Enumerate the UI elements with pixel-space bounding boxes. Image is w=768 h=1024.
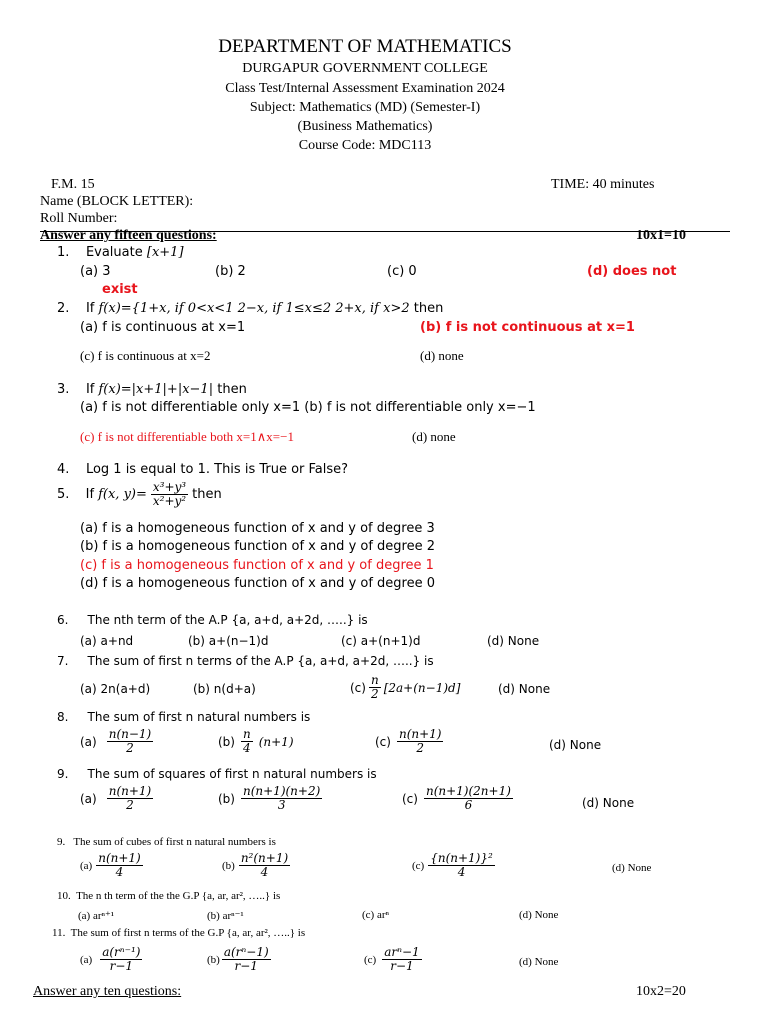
question-text: The nth term of the A.P {a, a+d, a+2d, …..} is	[87, 613, 368, 627]
question-number: 10.	[57, 890, 71, 902]
section-b-instruction: Answer any ten questions:	[33, 984, 182, 999]
fraction-numerator: a(rⁿ⁻¹)	[102, 945, 141, 959]
fraction	[382, 946, 421, 973]
question-prefix: Evaluate	[85, 245, 143, 260]
option-a-b: (a) f is not differentiable only x=1 (b) f is not differentiable only x=−1	[80, 400, 536, 415]
option-b	[218, 728, 294, 755]
option-d: (d) None	[519, 909, 559, 921]
question-number: 9.	[57, 836, 66, 848]
option-a: (a) f is a homogeneous function of x and y of degree 3	[80, 521, 435, 536]
option-label: (c)	[412, 859, 425, 872]
question-number: 6.	[57, 613, 69, 627]
fraction-numerator: n(n+1)(2n+1)	[425, 784, 511, 798]
math-expression: [x+1]	[146, 245, 184, 260]
question-text: The sum of squares of first n natural numbers is	[87, 767, 377, 781]
question-text: The sum of first n terms of the G.P {a, ar, ar², …..} is	[70, 927, 306, 939]
math-expression: f(x)={1+x, if 0<x<1 2−x, if 1≤x≤2 2+x, if x>2	[98, 301, 410, 316]
question-10	[57, 890, 280, 902]
fraction-denominator: 2	[416, 741, 425, 756]
option-d: (d) None	[487, 634, 540, 648]
option-c: (c) f is continuous at x=2	[80, 348, 211, 363]
option-c	[412, 852, 495, 879]
math-expression: f(x)=|x+1|+|x−1|	[98, 382, 214, 397]
fraction	[428, 852, 495, 879]
option-b: (b) a+(n−1)d	[188, 634, 269, 648]
option-d-continued: exist	[102, 282, 138, 297]
question-suffix: then	[192, 487, 222, 503]
question-text: The sum of cubes of first n natural numbers is	[73, 836, 276, 848]
fraction	[151, 481, 188, 508]
fraction	[107, 728, 154, 755]
option-label: (a)	[80, 791, 97, 806]
question-text: The sum of first n terms of the A.P {a, a+d, a+2d, …..} is	[87, 654, 434, 668]
option-b: (b) n(d+a)	[193, 682, 256, 696]
roll-label: Roll Number:	[40, 211, 118, 226]
college-name: DURGAPUR GOVERNMENT COLLEGE	[242, 61, 488, 76]
option-b	[207, 946, 271, 973]
option-label: (b)	[207, 953, 220, 966]
option-a: (a) a+nd	[80, 634, 134, 648]
option-c: (c) 0	[387, 264, 417, 279]
fraction-numerator: n(n+1)	[108, 784, 152, 798]
fraction-numerator: x³+y³	[152, 480, 187, 494]
section-b-marks: 10x2=20	[636, 984, 686, 999]
question-prefix: If	[85, 487, 95, 503]
question-9-squares	[57, 767, 377, 781]
fraction-denominator: 4	[243, 741, 251, 756]
math-expression: (n+1)	[258, 734, 294, 749]
fraction-denominator: 4	[260, 865, 269, 880]
fraction-denominator: r−1	[234, 959, 258, 974]
fraction	[424, 785, 513, 812]
option-a	[80, 785, 153, 812]
option-d: (d) None	[612, 862, 652, 874]
question-8	[57, 710, 310, 724]
option-b	[222, 852, 290, 879]
option-d: (d) None	[549, 738, 602, 752]
exam-title: Class Test/Internal Assessment Examination 2024	[225, 81, 505, 96]
option-label: (b)	[218, 791, 235, 806]
course-code: Course Code: MDC113	[298, 138, 432, 153]
option-c: (c) a+(n+1)d	[341, 634, 421, 648]
option-b	[218, 785, 322, 812]
option-c-correct: (c) f is a homogeneous function of x and y of degree 1	[80, 558, 434, 573]
fraction-numerator: a(rⁿ−1)	[223, 945, 269, 959]
question-6	[57, 613, 368, 627]
option-d: (d) None	[498, 682, 551, 696]
question-4	[57, 462, 348, 477]
section-a-marks: 10x1=10	[636, 228, 686, 243]
question-1	[57, 245, 184, 260]
full-marks: F.M. 15	[51, 177, 95, 192]
option-a: (a) 2n(a+d)	[80, 682, 151, 696]
question-2	[57, 301, 443, 316]
fraction	[397, 728, 444, 755]
option-d-correct: (d) does not	[587, 264, 677, 279]
fraction-denominator: r−1	[109, 959, 134, 974]
question-number: 11.	[52, 927, 66, 939]
question-number: 5.	[57, 487, 70, 503]
option-label: (b)	[222, 859, 235, 872]
fraction-numerator: n(n−1)	[108, 727, 152, 741]
fraction	[107, 785, 154, 812]
section-a-instruction: Answer any fifteen questions:	[40, 228, 217, 243]
option-label: (c)	[402, 791, 418, 806]
question-number: 8.	[57, 710, 69, 724]
fraction-denominator: 4	[115, 865, 124, 880]
fraction-denominator: 3	[277, 798, 286, 813]
option-label: (c)	[364, 953, 377, 966]
option-c	[350, 674, 460, 701]
question-text: Log 1 is equal to 1. This is True or False?	[85, 462, 349, 477]
option-b: (b) 2	[215, 264, 246, 279]
fraction-denominator: 4	[457, 865, 466, 880]
math-expression: [2a+(n−1)d]	[383, 680, 461, 695]
fraction-numerator: n²(n+1)	[240, 851, 289, 865]
fraction-numerator: n(n+1)	[398, 727, 442, 741]
question-number: 4.	[57, 462, 70, 477]
fraction	[241, 728, 253, 755]
question-3	[57, 382, 247, 397]
name-label: Name (BLOCK LETTER):	[40, 194, 194, 209]
question-text: The sum of first n natural numbers is	[87, 710, 311, 724]
fraction-numerator: {n(n+1)}²	[430, 851, 493, 865]
option-label: (a)	[80, 734, 97, 749]
option-a	[80, 728, 153, 755]
fraction-denominator: x²+y²	[152, 494, 187, 509]
option-b: (b) f is a homogeneous function of x and y of degree 2	[80, 539, 436, 554]
math-expression: f(x, y)=	[98, 487, 147, 503]
option-d: (d) None	[582, 796, 635, 810]
option-a: (a) arⁿ⁺¹	[78, 910, 115, 922]
section-divider	[40, 231, 730, 232]
fraction	[239, 852, 290, 879]
option-c: (c) arⁿ	[362, 909, 389, 921]
option-d: (d) None	[519, 956, 559, 968]
question-5	[57, 481, 222, 508]
fraction	[369, 674, 381, 701]
fraction-denominator: 2	[126, 798, 134, 813]
fraction	[96, 852, 143, 879]
option-label: (a)	[80, 953, 93, 966]
option-c	[364, 946, 422, 973]
fraction-denominator: 6	[464, 798, 473, 813]
question-suffix: then	[217, 382, 247, 397]
question-prefix: If	[85, 382, 95, 397]
option-c-correct: (c) f is not differentiable both x=1∧x=−1	[80, 429, 294, 444]
question-11	[52, 927, 305, 939]
fraction	[100, 946, 142, 973]
fraction	[222, 946, 271, 973]
question-number: 1.	[57, 245, 70, 260]
fraction-numerator: arⁿ−1	[384, 945, 420, 959]
option-label: (c)	[375, 734, 391, 749]
option-c	[402, 785, 513, 812]
option-a: (a) 3	[80, 264, 111, 279]
option-d: (d) f is a homogeneous function of x and y of degree 0	[80, 576, 436, 591]
time-allowed: TIME: 40 minutes	[551, 177, 655, 192]
question-number: 9.	[57, 767, 69, 781]
option-a: (a) f is continuous at x=1	[80, 320, 246, 335]
question-number: 3.	[57, 382, 70, 397]
fraction-denominator: 2	[371, 687, 379, 702]
option-a	[80, 946, 142, 973]
question-text: The n th term of the the G.P {a, ar, ar², …..} is	[76, 890, 281, 902]
question-number: 2.	[57, 301, 70, 316]
option-d: (d) none	[412, 429, 456, 444]
option-c	[375, 728, 443, 755]
option-a	[80, 852, 143, 879]
department-title: DEPARTMENT OF MATHEMATICS	[218, 36, 512, 57]
fraction-numerator: n(n+1)(n+2)	[242, 784, 321, 798]
fraction-numerator: n(n+1)	[98, 851, 141, 865]
subject-line: Subject: Mathematics (MD) (Semester-I)	[249, 100, 481, 115]
question-7	[57, 654, 434, 668]
fraction	[241, 785, 322, 812]
question-number: 7.	[57, 654, 69, 668]
question-suffix: then	[413, 301, 444, 316]
fraction-numerator: n	[242, 727, 251, 741]
question-prefix: If	[85, 301, 95, 316]
question-9-cubes	[57, 836, 276, 848]
paper-name: (Business Mathematics)	[297, 119, 433, 134]
option-b-correct: (b) f is not continuous at x=1	[420, 320, 635, 335]
option-b: (b) arⁿ⁻¹	[207, 910, 244, 922]
option-label: (a)	[80, 859, 93, 872]
option-label: (b)	[218, 734, 235, 749]
fraction-numerator: n	[370, 673, 379, 687]
fraction-denominator: 2	[126, 741, 134, 756]
option-label: (c)	[350, 680, 366, 695]
option-d: (d) none	[420, 348, 464, 363]
fraction-denominator: r−1	[390, 959, 414, 974]
